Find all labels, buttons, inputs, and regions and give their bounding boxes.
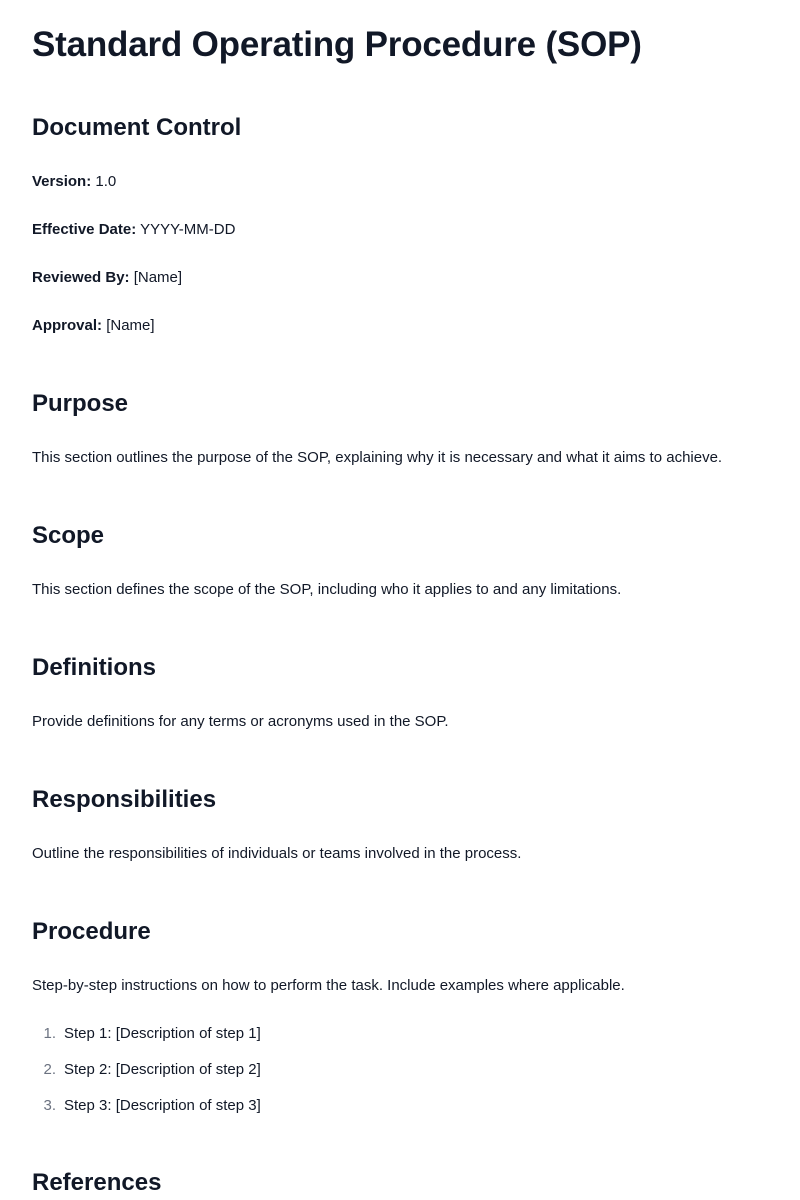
step-text: Step 3: [Description of step 3] bbox=[64, 1097, 261, 1114]
field-label: Reviewed By: bbox=[32, 269, 130, 286]
step-text: Step 2: [Description of step 2] bbox=[64, 1061, 261, 1078]
section-heading-scope: Scope bbox=[32, 522, 105, 549]
section-heading-purpose: Purpose bbox=[32, 390, 129, 417]
section-heading-procedure: Procedure bbox=[32, 918, 151, 945]
section-heading-document-control: Document Control bbox=[32, 114, 242, 141]
procedure-step bbox=[32, 1095, 261, 1117]
section-text-scope: This section defines the scope of the SOP, including who it applies to and any limitations. bbox=[32, 581, 622, 598]
section-heading-references: References bbox=[32, 1169, 162, 1196]
procedure-step bbox=[32, 1023, 261, 1045]
section-text-procedure: Step-by-step instructions on how to perform the task. Include examples where applicable. bbox=[32, 977, 625, 994]
field-label: Version: bbox=[32, 173, 92, 190]
field-version bbox=[32, 171, 116, 193]
step-number: 1. bbox=[43, 1025, 56, 1042]
procedure-step bbox=[32, 1059, 261, 1081]
field-label: Approval: bbox=[32, 317, 103, 334]
field-reviewed-by bbox=[32, 267, 182, 289]
step-text: Step 1: [Description of step 1] bbox=[64, 1025, 261, 1042]
step-number: 3. bbox=[43, 1097, 56, 1114]
section-heading-definitions: Definitions bbox=[32, 654, 156, 681]
section-text-purpose: This section outlines the purpose of the SOP, explaining why it is necessary and what it aims to achieve. bbox=[32, 449, 723, 466]
field-approval bbox=[32, 315, 155, 337]
section-heading-responsibilities: Responsibilities bbox=[32, 786, 217, 813]
section-text-responsibilities: Outline the responsibilities of individuals or teams involved in the process. bbox=[32, 845, 522, 862]
field-value: YYYY-MM-DD bbox=[140, 221, 236, 238]
field-label: Effective Date: bbox=[32, 221, 137, 238]
field-effective-date bbox=[32, 219, 235, 241]
page-title: Standard Operating Procedure (SOP) bbox=[32, 25, 642, 64]
field-value: [Name] bbox=[106, 317, 155, 334]
section-text-definitions: Provide definitions for any terms or acronyms used in the SOP. bbox=[32, 713, 449, 730]
step-number: 2. bbox=[43, 1061, 56, 1078]
field-value: 1.0 bbox=[95, 173, 117, 190]
field-value: [Name] bbox=[133, 269, 183, 286]
